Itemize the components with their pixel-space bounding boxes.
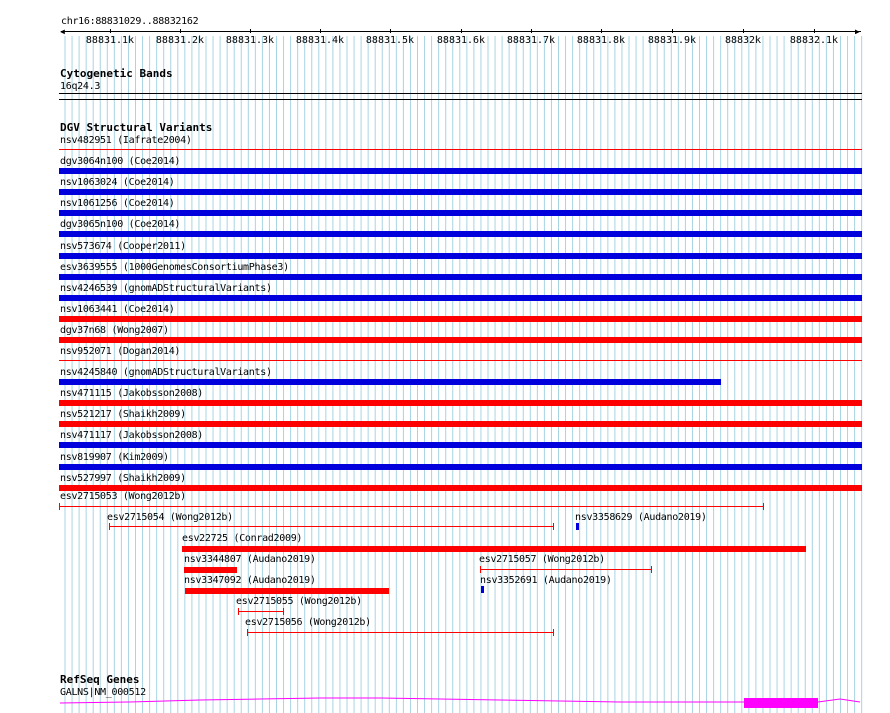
sv-feature-bar[interactable] — [182, 546, 806, 552]
sv-feature-bar[interactable] — [480, 569, 651, 570]
ruler-tick-label: 88831.4k — [295, 35, 345, 46]
ruler-tick — [743, 29, 744, 33]
sv-feature-bar[interactable] — [59, 189, 862, 195]
sv-feature-label: nsv1063441 (Coe2014) — [60, 303, 175, 315]
sv-feature-label: nsv3358629 (Audano2019) — [575, 512, 707, 523]
sv-feature-cap — [553, 523, 554, 530]
sv-feature-bar[interactable] — [59, 231, 862, 237]
sv-feature-cap — [651, 566, 652, 573]
sv-feature-bar[interactable] — [59, 337, 862, 343]
sv-feature-label: esv2715053 (Wong2012b) — [60, 491, 186, 502]
ruler-tick — [390, 29, 391, 33]
sv-feature-bar[interactable] — [59, 485, 862, 491]
ruler-tick — [180, 29, 181, 33]
refseq-gene-model[interactable] — [0, 690, 890, 713]
ruler-tick-label: 88831.7k — [506, 35, 556, 46]
ruler-tick-label: 88831.8k — [576, 35, 626, 46]
sv-feature-bar[interactable] — [59, 210, 862, 216]
ruler-tick — [531, 29, 532, 33]
sv-feature-bar[interactable] — [59, 149, 862, 150]
ruler-tick-label: 88832k — [724, 35, 762, 46]
sv-feature-cap — [59, 503, 60, 510]
sv-feature-label: nsv521217 (Shaikh2009) — [60, 409, 186, 421]
sv-feature-cap — [763, 503, 764, 510]
ruler-arrow-left-icon: ◀ — [60, 27, 65, 36]
sv-feature-bar[interactable] — [59, 168, 862, 174]
cytoband-label: 16q24.3 — [60, 81, 101, 92]
sv-feature-label: nsv4245840 (gnomADStructuralVariants) — [60, 367, 272, 379]
ruler-tick — [320, 29, 321, 33]
ruler-tick-label: 88832.1k — [789, 35, 839, 46]
sv-feature-bar[interactable] — [59, 253, 862, 259]
sv-feature-bar[interactable] — [184, 567, 237, 573]
ruler-tick — [814, 29, 815, 33]
ruler-arrow-right-icon: ▶ — [855, 27, 860, 36]
cytoband-bar-top — [59, 93, 862, 94]
sv-feature-label: dgv3065n100 (Coe2014) — [60, 219, 181, 231]
sv-feature-bar[interactable] — [109, 526, 553, 527]
sv-feature-bar[interactable] — [59, 506, 763, 507]
cytoband-track-title: Cytogenetic Bands — [60, 67, 173, 80]
ruler-tick-label: 88831.2k — [155, 35, 205, 46]
sv-feature-cap — [247, 629, 248, 636]
sv-feature-cap — [480, 566, 481, 573]
sv-feature-cap — [553, 629, 554, 636]
sv-feature-label: nsv527997 (Shaikh2009) — [60, 472, 186, 484]
sv-feature-bar[interactable] — [59, 316, 862, 322]
sv-feature-label: esv22725 (Conrad2009) — [182, 533, 303, 544]
ruler-tick — [250, 29, 251, 33]
sv-feature-label: dgv37n68 (Wong2007) — [60, 324, 169, 336]
ruler-tick — [461, 29, 462, 33]
sv-feature-label: nsv3347092 (Audano2019) — [184, 575, 316, 586]
sv-feature-cap — [238, 608, 239, 615]
sv-feature-bar[interactable] — [247, 632, 553, 633]
ruler-tick — [672, 29, 673, 33]
sv-feature-bar[interactable] — [59, 421, 862, 427]
ruler-tick-label: 88831.9k — [647, 35, 697, 46]
refseq-track-title: RefSeq Genes — [60, 673, 140, 686]
sv-feature-label: nsv3344807 (Audano2019) — [184, 554, 316, 565]
sv-feature-label: esv2715057 (Wong2012b) — [479, 554, 605, 565]
sv-feature-bar[interactable] — [185, 588, 389, 594]
cytoband-bar-bottom — [59, 99, 862, 100]
location-label: chr16:88831029..88832162 — [61, 16, 199, 27]
sv-feature-bar[interactable] — [481, 586, 484, 593]
sv-feature-label: nsv4246539 (gnomADStructuralVariants) — [60, 282, 272, 294]
refseq-gene-label: GALNS|NM_000512 — [60, 687, 146, 698]
sv-feature-label: nsv1061256 (Coe2014) — [60, 198, 175, 210]
sv-feature-label: nsv573674 (Cooper2011) — [60, 240, 186, 252]
sv-feature-bar[interactable] — [59, 295, 862, 301]
sv-feature-label: nsv471117 (Jakobsson2008) — [60, 430, 204, 442]
ruler-tick-label: 88831.5k — [365, 35, 415, 46]
sv-feature-bar[interactable] — [576, 523, 579, 530]
ruler-tick-label: 88831.6k — [436, 35, 486, 46]
ruler-tick-label: 88831.1k — [85, 35, 135, 46]
sv-feature-label: esv2715054 (Wong2012b) — [107, 512, 233, 523]
sv-feature-cap — [109, 523, 110, 530]
sv-feature-label: nsv952071 (Dogan2014) — [60, 346, 181, 357]
sv-feature-label: nsv1063024 (Coe2014) — [60, 177, 175, 189]
sv-feature-label: nsv471115 (Jakobsson2008) — [60, 388, 204, 400]
ruler-tick-label: 88831.3k — [225, 35, 275, 46]
dgv-track-title: DGV Structural Variants — [60, 121, 213, 134]
sv-feature-label: nsv482951 (Iafrate2004) — [60, 135, 192, 146]
sv-feature-bar[interactable] — [59, 442, 862, 448]
sv-feature-bar[interactable] — [59, 274, 862, 280]
gene-intron-line — [60, 698, 745, 703]
ruler-tick — [601, 29, 602, 33]
sv-feature-cap — [283, 608, 284, 615]
sv-feature-bar[interactable] — [59, 400, 862, 406]
sv-feature-label: esv3639555 (1000GenomesConsortiumPhase3) — [60, 261, 289, 273]
sv-feature-bar[interactable] — [59, 464, 862, 470]
ruler-tick — [110, 29, 111, 33]
sv-feature-bar[interactable] — [59, 379, 721, 385]
sv-feature-label: dgv3064n100 (Coe2014) — [60, 156, 181, 168]
gene-intron-line-right — [818, 699, 860, 702]
sv-feature-label: esv2715056 (Wong2012b) — [245, 617, 371, 628]
sv-feature-label: esv2715055 (Wong2012b) — [236, 596, 362, 607]
sv-feature-bar[interactable] — [238, 611, 283, 612]
sv-feature-label: nsv819907 (Kim2009) — [60, 451, 169, 463]
sv-feature-bar[interactable] — [59, 360, 862, 361]
sv-feature-label: nsv3352691 (Audano2019) — [480, 575, 612, 586]
gene-exon — [744, 698, 818, 708]
